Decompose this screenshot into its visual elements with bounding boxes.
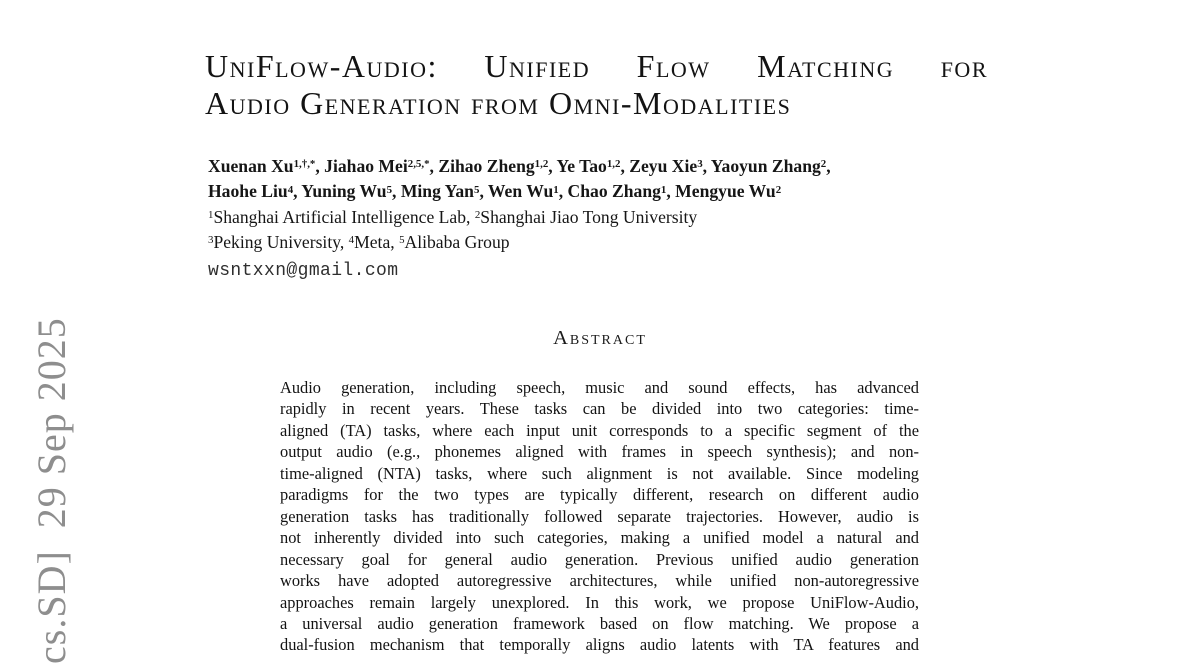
superscript-marker: 1 bbox=[553, 183, 559, 196]
superscript-marker: 2 bbox=[820, 158, 827, 171]
affiliations-line-1: $^1$Shanghai Artificial Intelligence Lab, $^2$Shanghai Jiao Tong University bbox=[208, 206, 698, 227]
superscript-marker: 2 bbox=[474, 208, 481, 221]
paper-title-line-2: Audio Generation from Omni-Modalities bbox=[205, 85, 792, 121]
abstract-line: a universal audio generation framework based on flow matching. We propose a bbox=[280, 613, 919, 633]
superscript-marker: 1,2 bbox=[606, 158, 621, 171]
superscript-marker: 5 bbox=[399, 234, 405, 247]
paper-title-line-1: UniFlow-Audio: Unified Flow Matching for bbox=[205, 48, 988, 84]
superscript-marker: 2,5,* bbox=[407, 158, 430, 171]
superscript-marker: 5 bbox=[473, 183, 480, 196]
abstract-line: not inherently divided into such categories, making a unified model a natural and bbox=[280, 528, 919, 548]
abstract-heading: Abstract bbox=[553, 327, 647, 349]
authors-line-1: Xuenan $Xu^{1,\dagger,*}$, Jiahao Mei$^{2,5,*}$, Zihao Zheng$^{1,2}$, Ye Tao$^{1,2}$, Zeyu Xie$^3$, Yaoyun Zhang$^2$, bbox=[208, 156, 831, 176]
affiliations-line-2: $^3$Peking University, $^4$Meta, $^5$Alibaba Group bbox=[208, 232, 510, 253]
abstract-line: Audio generation, including speech, music and sound effects, has advanced bbox=[280, 378, 919, 397]
abstract-line: output audio (e.g., phonemes aligned with frames in speech synthesis); and non- bbox=[280, 442, 919, 462]
author-block bbox=[208, 155, 1068, 282]
authors-line-2: Haohe Liu$^4$, Yuning Wu$^5$, Ming Yan$^5$, Wen Wu$^1$, Chao Zhang$^1$, Mengyue Wu$^2$ bbox=[208, 181, 782, 202]
superscript-marker: 1 bbox=[208, 208, 214, 221]
abstract-paragraph bbox=[280, 377, 919, 656]
abstract-line: paradigms for the two types are typically different, research on different audio bbox=[280, 485, 919, 505]
superscript-marker: 1,†,* bbox=[293, 158, 316, 171]
abstract-line: approaches remain largely unexplored. In this work, we propose UniFlow-Audio, bbox=[280, 592, 919, 612]
abstract-line: generation tasks has traditionally followed separate trajectories. However, audio is bbox=[280, 506, 919, 526]
contact-email: wsntxxn@gmail.com bbox=[208, 260, 399, 281]
superscript-marker: 1 bbox=[660, 183, 667, 196]
superscript-marker: 4 bbox=[287, 183, 294, 196]
abstract-line: necessary goal for general audio generation. Previous unified audio generation bbox=[280, 549, 919, 569]
abstract-line: rapidly in recent years. These tasks can be divided into two categories: time- bbox=[280, 399, 919, 419]
superscript-marker: 3 bbox=[208, 234, 214, 247]
superscript-marker: 2 bbox=[775, 183, 782, 196]
superscript-marker: 1,2 bbox=[534, 158, 549, 171]
abstract-line: works have adopted autoregressive architectures, while unified non-autoregressive bbox=[280, 571, 919, 591]
paper-title bbox=[205, 48, 988, 122]
abstract-line: time-aligned (NTA) tasks, where such alignment is not available. Since modeling bbox=[280, 463, 919, 483]
superscript-marker: 4 bbox=[348, 234, 355, 247]
superscript-marker: 3 bbox=[697, 158, 703, 171]
arxiv-sidebar-stamp: cs.SD] 29 Sep 2025 bbox=[29, 317, 74, 664]
abstract-line: dual-fusion mechanism that temporally aligns audio latents with TA features and bbox=[280, 635, 919, 655]
superscript-marker: 5 bbox=[386, 183, 393, 196]
abstract-line: aligned (TA) tasks, where each input unit corresponds to a specific segment of the bbox=[280, 420, 919, 440]
